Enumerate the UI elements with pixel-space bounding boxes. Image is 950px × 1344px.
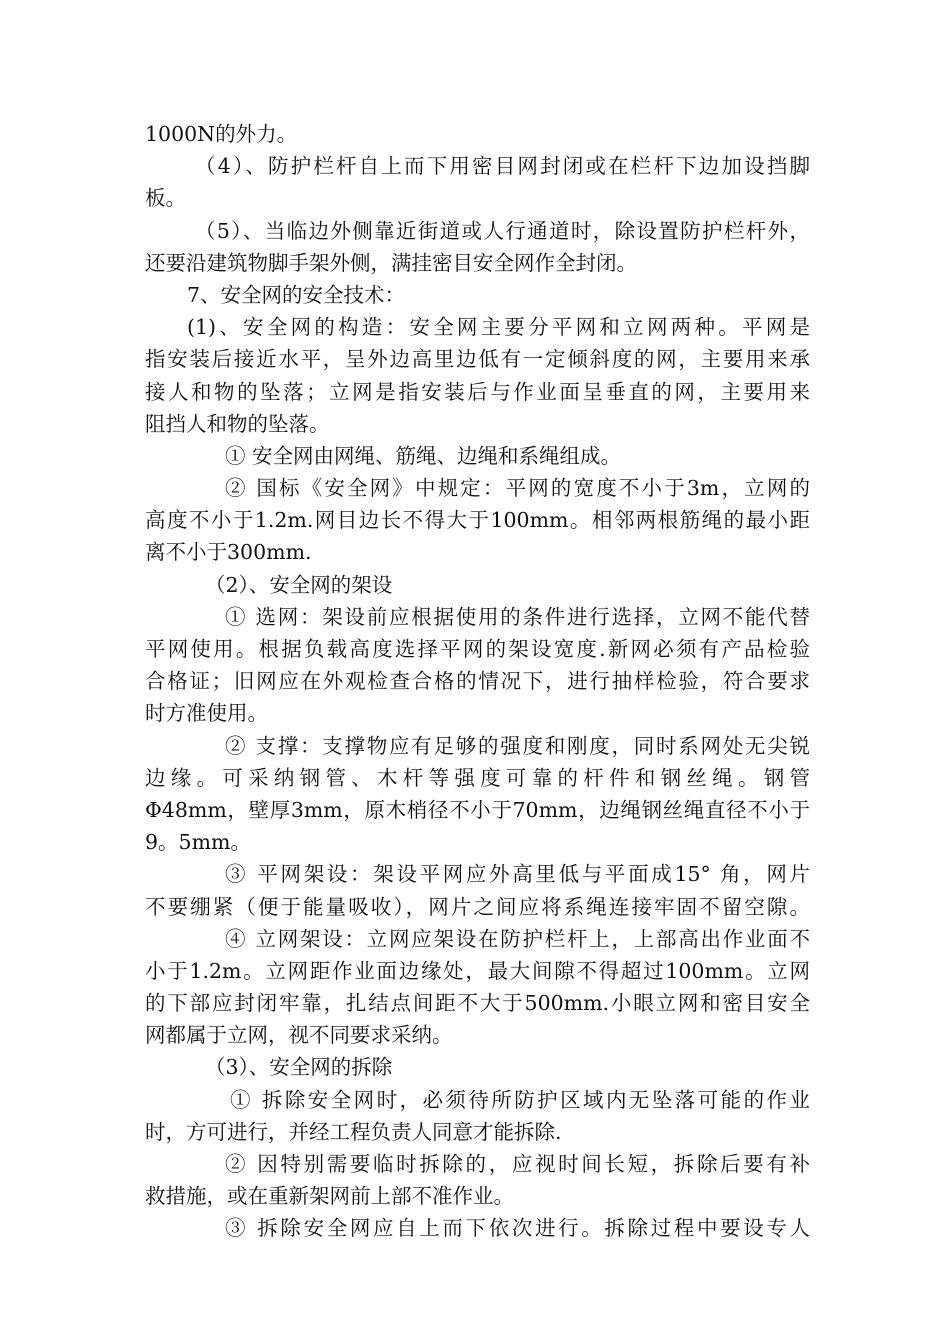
text-line: 网都属于立网，视不同要求采纳。: [145, 1023, 453, 1048]
document-body: [145, 118, 810, 1245]
text-line: ① 安全网由网绳、筋绳、边绳和系绳组成。: [225, 443, 622, 468]
text-line: ① 选网：架设前应根据使用的条件进行选择，立网不能代替: [225, 604, 810, 629]
section-heading: 7、安全网的安全技术：: [187, 282, 406, 307]
text-line: 不要绷紧（便于能量吸收），网片之间应将系绳连接牢固不留空隙。: [145, 894, 810, 919]
text-line: 合格证；旧网应在外观检查合格的情况下，进行抽样检验，符合要求: [145, 669, 810, 694]
text-line: 边缘。可采纳钢管、木杆等强度可靠的杆件和钢丝绳。钢管: [145, 765, 810, 790]
text-line: 阻挡人和物的坠落。: [145, 411, 330, 436]
text-line: ② 支撑：支撑物应有足够的强度和刚度，同时系网处无尖锐: [225, 733, 810, 758]
text-line: （4）、防护栏杆自上而下用密目网封闭或在栏杆下边加设挡脚: [195, 154, 810, 179]
text-line: 高度不小于1.2m.网目边长不得大于100mm。相邻两根筋绳的最小距: [145, 508, 810, 533]
subsection-heading: （2）、安全网的架设: [205, 572, 393, 597]
text-line: ③ 平网架设：架设平网应外高里低与平面成15° 角，网片: [225, 862, 810, 887]
text-line: 救措施，或在重新架网前上部不准作业。: [145, 1184, 514, 1209]
text-line: 接人和物的坠落；立网是指安装后与作业面呈垂直的网，主要用来: [145, 379, 810, 404]
text-line: （5）、当临边外侧靠近街道或人行通道时，除设置防护栏杆外，: [195, 218, 810, 243]
text-line: 指安装后接近水平，呈外边高里边低有一定倾斜度的网，主要用来承: [145, 347, 810, 372]
text-line: ② 因特别需要临时拆除的，应视时间长短，拆除后要有补: [225, 1152, 810, 1176]
text-line: 还要沿建筑物脚手架外侧，满挂密目安全网作全封闭。: [145, 250, 637, 275]
text-line: 小于1.2m。立网距作业面边缘处，最大间隙不得超过100mm。立网: [145, 958, 810, 983]
text-line: ② 国标《安全网》中规定：平网的宽度不小于3m，立网的: [225, 476, 810, 501]
text-line: 平网使用。根据负载高度选择平网的架设宽度.新网必须有产品检验: [145, 637, 810, 661]
text-line: (1)、安全网的构造：安全网主要分平网和立网两种。平网是: [187, 315, 810, 340]
text-line: ④ 立网架设：立网应架设在防护栏杆上，上部高出作业面不: [225, 926, 810, 951]
text-line: 时方准使用。: [145, 701, 268, 726]
subsection-heading: （3）、安全网的拆除: [205, 1055, 393, 1080]
text-line: 的下部应封闭牢靠，扎结点间距不大于500mm.小眼立网和密目安全: [145, 991, 810, 1016]
text-line: 时，方可进行，并经工程负责人同意才能拆除.: [145, 1119, 562, 1144]
text-line: 1000N的外力。: [145, 122, 298, 146]
text-line: 9。5mm。: [145, 830, 251, 855]
text-line: 离不小于300mm.: [145, 540, 312, 565]
text-line: 板。: [145, 186, 186, 211]
text-line: ① 拆除安全网时，必须待所防护区域内无坠落可能的作业: [230, 1087, 810, 1112]
text-line: Φ48mm，壁厚3mm，原木梢径不小于70mm，边绳钢丝绳直径不小于: [145, 797, 810, 822]
text-line: ③ 拆除安全网应自上而下依次进行。拆除过程中要设专人: [225, 1216, 810, 1241]
